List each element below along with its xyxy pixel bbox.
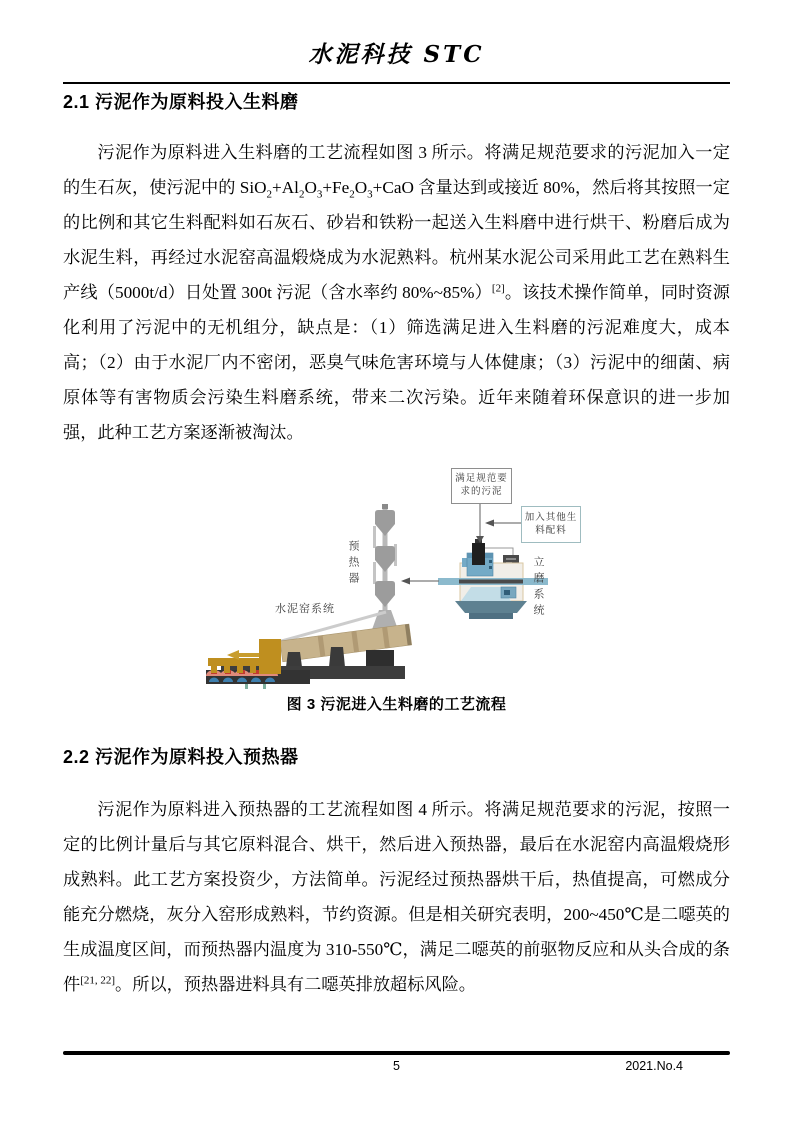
preheater-tower-art [369, 504, 401, 638]
header-rule [63, 82, 730, 84]
footer-rule [63, 1051, 730, 1055]
figure3-caption: 图 3 污泥进入生料磨的工艺流程 [286, 696, 507, 713]
figure-box-ingredients-line2: 料配料 [535, 525, 567, 536]
paragraph-section-2-2: 污泥作为原料进入预热器的工艺流程如图 4 所示。将满足规范要求的污泥，按照一定的比例计量后与其它原料混合、烘干，然后进入预热器，最后在水泥窑内高温煅烧形成熟料。此工艺方案投资少，方法简单。污泥经过预热器烘干后，热值提高，可燃成分能充分燃烧，灰分入窑形成熟料，节约资源。但是相关研究表明，200~450℃是二噁英的生成温度区间，而预热器内温度为 310-550℃，满足二噁英的前驱物反应和从头合成的条件[21, 22]。所以，预热器进料具有二噁英排放超标风险。 [63, 800, 730, 994]
figure-label-kiln-system: 水泥窑系统 [275, 603, 335, 615]
figure-label-preheater: 预热器 [347, 540, 359, 588]
journal-title: 水泥科技 STC [308, 41, 485, 68]
paragraph-section-2-1: 污泥作为原料进入生料磨的工艺流程如图 3 所示。将满足规范要求的污泥加入一定的生石灰，使污泥中的 $SiO_2+Al_2O_3+Fe_2O_3+CaO$ 含量达到或接近 80%，然后将其按照一定的比例和其它生料配料如石灰石、砂岩和铁粉一起送入生料磨中进行烘干、粉磨后成为水泥生料，再经过水泥窑高温煅烧成为水泥熟料。杭州某水泥公司采用此工艺在熟料生产线（5000t/d）日处置 300t 污泥（含水率约 80%~85%）[2]。该技术操作简单，同时资源化利用了污泥中的无机组分，缺点是：（1）筛选满足进入生料磨的污泥难度大，成本高；（2）由于水泥厂内不密闭，恶臭气味危害环境与人体健康；（3）污泥中的细菌、病原体等有害物质会污染生料磨系统，带来二次污染。近年来随着环保意识的进一步加强，此种工艺方案逐渐被淘汰。 [63, 143, 730, 442]
section-heading-2-2: 2.2 污泥作为原料投入预热器 [63, 747, 299, 767]
figure3-diagram [183, 460, 643, 695]
figure-box-ingredients [521, 506, 581, 543]
figure-box-ingredients-line1: 加入其他生 [524, 512, 578, 523]
footer-issue-label: 2021.No.4 [625, 1059, 683, 1073]
figure-box-sludge-line1: 满足规范要 [455, 474, 508, 484]
figure-box-sludge-line2: 求的污泥 [460, 487, 503, 497]
section-heading-2-1: 2.1 污泥作为原料投入生料磨 [63, 92, 299, 112]
footer-page-number: 5 [393, 1059, 400, 1073]
figure3-art [183, 460, 643, 695]
figure-label-vertical-mill: 立磨系统 [532, 556, 544, 620]
figure-box-sludge [451, 468, 512, 504]
